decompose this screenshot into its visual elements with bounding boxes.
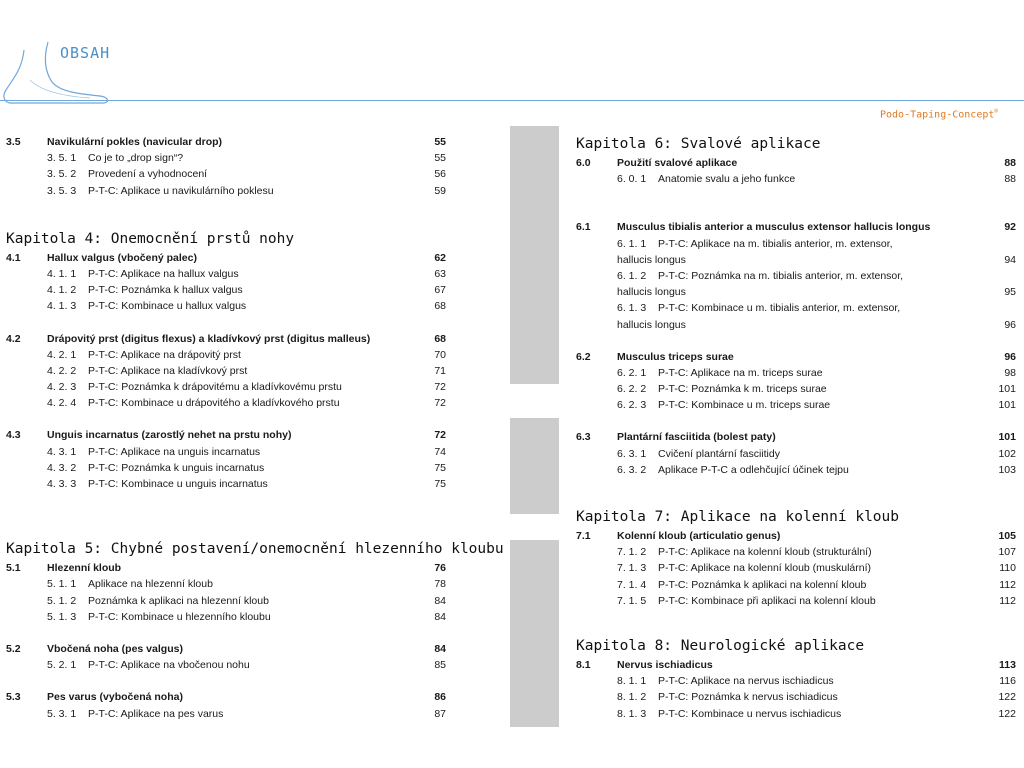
header-divider	[0, 100, 1024, 101]
toc-entry-4-3[interactable]: 4.3 Unguis incarnatus (zarostlý nehet na prstu nohy) 72	[6, 429, 446, 442]
toc-entry-3-5-2[interactable]: 3. 5. 2 Provedení a vyhodnocení 56	[47, 168, 446, 181]
grey-bar-top	[510, 126, 559, 384]
toc-entry-7-1-4[interactable]: 7. 1. 4 P-T-C: Poznámka k aplikaci na kolenní kloub 112	[617, 578, 1016, 591]
toc-entry-4-1-1[interactable]: 4. 1. 1 P-T-C: Aplikace na hallux valgus 63	[47, 267, 446, 280]
toc-entry-3-5[interactable]: 3.5 Navikulární pokles (navicular drop) 55	[6, 136, 446, 148]
toc-entry-6-1-1-cont[interactable]: hallucis longus 94	[617, 253, 1016, 266]
brand-label: Podo-Taping-Concept®	[879, 108, 998, 121]
toc-entry-8-1-1[interactable]: 8. 1. 1 P-T-C: Aplikace na nervus ischiadicus 116	[617, 675, 1016, 688]
toc-entry-4-2-2[interactable]: 4. 2. 2 P-T-C: Aplikace na kladívkový prst 71	[47, 364, 446, 377]
page-title: OBSAH	[60, 44, 111, 62]
grey-bar-middle	[510, 418, 559, 514]
toc-entry-4-3-1[interactable]: 4. 3. 1 P-T-C: Aplikace na unguis incarnatus 74	[47, 445, 446, 458]
toc-entry-7-1-3[interactable]: 7. 1. 3 P-T-C: Aplikace na kolenní kloub (muskulární) 110	[617, 562, 1016, 575]
toc-entry-7-1-2[interactable]: 7. 1. 2 P-T-C: Aplikace na kolenní kloub (strukturální) 107	[617, 546, 1016, 559]
toc-entry-6-0[interactable]: 6.0 Použití svalové aplikace 88	[576, 157, 1016, 169]
grey-bar-bottom	[510, 540, 559, 727]
toc-entry-5-1-1[interactable]: 5. 1. 1 Aplikace na hlezenní kloub 78	[47, 578, 446, 591]
toc-entry-4-2-3[interactable]: 4. 2. 3 P-T-C: Poznámka k drápovitému a kladívkovému prstu 72	[47, 381, 446, 394]
toc-entry-7-1-5[interactable]: 7. 1. 5 P-T-C: Kombinace při aplikaci na kolenní kloub 112	[617, 594, 1016, 607]
toc-entry-6-1-3[interactable]: 6. 1. 3 P-T-C: Kombinace u m. tibialis anterior, m. extensor,	[617, 302, 901, 315]
toc-entry-4-2[interactable]: 4.2 Drápovitý prst (digitus flexus) a kladívkový prst (digitus malleus) 68	[6, 332, 446, 345]
toc-entry-7-1[interactable]: 7.1 Kolenní kloub (articulatio genus) 105	[576, 530, 1016, 542]
toc-entry-6-1[interactable]: 6.1 Musculus tibialis anterior a musculus extensor hallucis longus 92	[576, 221, 1016, 234]
chapter-8-heading: Kapitola 8: Neurologické aplikace	[576, 637, 865, 654]
toc-entry-6-2-1[interactable]: 6. 2. 1 P-T-C: Aplikace na m. triceps surae 98	[617, 366, 1016, 379]
toc-entry-5-3[interactable]: 5.3 Pes varus (vybočená noha) 86	[6, 691, 446, 704]
toc-entry-4-1[interactable]: 4.1 Hallux valgus (vbočený palec) 62	[6, 251, 446, 264]
toc-left-column	[6, 134, 504, 722]
toc-entry-8-1[interactable]: 8.1 Nervus ischiadicus 113	[576, 658, 1016, 671]
toc-entry-4-2-1[interactable]: 4. 2. 1 P-T-C: Aplikace na drápovitý prst 70	[47, 348, 446, 361]
toc-entry-4-1-2[interactable]: 4. 1. 2 P-T-C: Poznámka k hallux valgus 67	[47, 284, 446, 297]
toc-entry-6-1-3-cont[interactable]: hallucis longus 96	[617, 318, 1016, 331]
toc-entry-3-5-1[interactable]: 3. 5. 1 Co je to „drop sign“? 55	[47, 152, 446, 165]
toc-entry-5-3-1[interactable]: 5. 3. 1 P-T-C: Aplikace na pes varus 87	[47, 707, 446, 720]
toc-entry-4-3-2[interactable]: 4. 3. 2 P-T-C: Poznámka k unguis incarnatus 75	[47, 461, 446, 474]
toc-entry-5-1-2[interactable]: 5. 1. 2 Poznámka k aplikaci na hlezenní kloub 84	[47, 594, 446, 607]
toc-entry-5-2[interactable]: 5.2 Vbočená noha (pes valgus) 84	[6, 642, 446, 655]
toc-entry-3-5-3[interactable]: 3. 5. 3 P-T-C: Aplikace u navikulárního poklesu 59	[47, 184, 446, 197]
toc-entry-6-3[interactable]: 6.3 Plantární fasciitida (bolest paty) 101	[576, 431, 1016, 444]
toc-entry-5-1-3[interactable]: 5. 1. 3 P-T-C: Kombinace u hlezenního kloubu 84	[47, 610, 446, 623]
toc-entry-6-2-2[interactable]: 6. 2. 2 P-T-C: Poznámka k m. triceps surae 101	[617, 383, 1016, 396]
toc-right-column	[576, 133, 1016, 722]
chapter-5-heading: Kapitola 5: Chybné postavení/onemocnění hlezenního kloubu	[6, 541, 504, 558]
chapter-6-heading: Kapitola 6: Svalové aplikace	[576, 136, 821, 152]
toc-entry-6-1-2[interactable]: 6. 1. 2 P-T-C: Poznámka na m. tibialis anterior, m. extensor,	[617, 269, 904, 282]
toc-entry-4-2-4[interactable]: 4. 2. 4 P-T-C: Kombinace u drápovitého a kladívkového prstu 72	[47, 397, 446, 410]
toc-entry-6-0-1[interactable]: 6. 0. 1 Anatomie svalu a jeho funkce 88	[617, 173, 1016, 186]
toc-entry-6-3-1[interactable]: 6. 3. 1 Cvičení plantární fasciitidy 102	[617, 447, 1016, 460]
toc-entry-6-2[interactable]: 6.2 Musculus triceps surae 96	[576, 350, 1016, 363]
toc-entry-8-1-3[interactable]: 8. 1. 3 P-T-C: Kombinace u nervus ischiadicus 122	[617, 707, 1016, 720]
toc-entry-6-3-2[interactable]: 6. 3. 2 Aplikace P-T-C a odlehčující účinek tejpu 103	[617, 463, 1016, 476]
toc-entry-6-2-3[interactable]: 6. 2. 3 P-T-C: Kombinace u m. triceps surae 101	[617, 399, 1016, 412]
chapter-7-heading: Kapitola 7: Aplikace na kolenní kloub	[576, 509, 900, 525]
toc-entry-5-1[interactable]: 5.1 Hlezenní kloub 76	[6, 562, 446, 575]
toc-entry-6-1-2-cont[interactable]: hallucis longus 95	[617, 286, 1016, 299]
chapter-4-heading: Kapitola 4: Onemocnění prstů nohy	[6, 230, 295, 247]
toc-entry-4-3-3[interactable]: 4. 3. 3 P-T-C: Kombinace u unguis incarnatus 75	[47, 478, 446, 490]
toc-entry-4-1-3[interactable]: 4. 1. 3 P-T-C: Kombinace u hallux valgus 68	[47, 300, 446, 313]
toc-entry-8-1-2[interactable]: 8. 1. 2 P-T-C: Poznámka k nervus ischiadicus 122	[617, 691, 1016, 704]
toc-entry-6-1-1[interactable]: 6. 1. 1 P-T-C: Aplikace na m. tibialis anterior, m. extensor,	[617, 237, 893, 250]
toc-entry-5-2-1[interactable]: 5. 2. 1 P-T-C: Aplikace na vbočenou nohu 85	[47, 659, 446, 672]
